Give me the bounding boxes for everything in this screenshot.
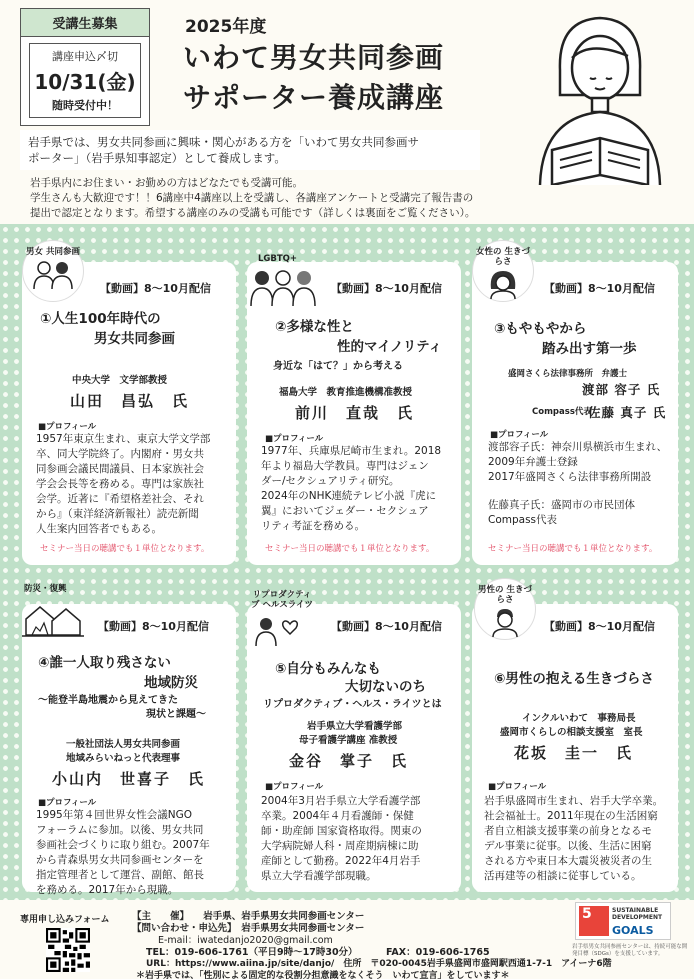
- course-title-line1: ④誰一人取り残さない: [38, 655, 171, 671]
- course-card-5: [247, 604, 461, 892]
- seminar-note: セミナー当日の聴講でも１単位となります。: [40, 544, 210, 554]
- reproductive-health-icon: [252, 614, 304, 646]
- course-title-line1: ③もやもやから: [494, 321, 587, 337]
- sdg-goal-number: 5: [579, 906, 609, 936]
- lecturer-profile: 1995年第４回世界女性会議NGO フォーラムに参加。以後、男女共同 参画社会づくりに取り組む。2007年 から青森県男女共同参画センターを 指定管理者として運営、副館、館長 を務める。2017年から現職。: [36, 809, 210, 896]
- lecturer-name: 渡部 容子 氏: [582, 382, 661, 397]
- profile-label: ■プロフィール: [38, 422, 97, 432]
- profile-label: ■プロフィール: [490, 430, 549, 440]
- delivery-label: 【動画】8～10月配信: [331, 282, 442, 295]
- lecturer-affiliation: 福島大学 教育推進機構准教授: [279, 387, 413, 398]
- profile-label: ■プロフィール: [265, 782, 324, 792]
- course-subtitle: リプロダクティブ・ヘルス・ライツとは: [263, 699, 442, 710]
- note-line: 岩手県内にお住まい・お勤めの方はどなたでも受講可能。: [30, 177, 303, 189]
- course-title-line2: 大切ないのち: [345, 679, 426, 695]
- qr-code-icon[interactable]: [46, 928, 90, 972]
- profile-label: ■プロフィール: [38, 798, 97, 808]
- disaster-house-icon: [22, 597, 84, 637]
- lecturer-name: 小山内 世喜子 氏: [52, 770, 206, 788]
- recruitment-badge: [20, 8, 150, 126]
- category-label: リプロダクティブ ヘルスライツ: [251, 590, 313, 610]
- page-title-line2: サポーター養成講座: [183, 81, 445, 114]
- lecturer-affiliation: 一般社団法人男女共同参画: [66, 739, 181, 750]
- lecturer-profile: 2004年3月岩手県立大学看護学部 卒業。2004年４月看護師・保健 師・助産師 国家資格取得。関東の 大学病院婦人科・周産期病棟に助 産師として勤務。2022年4月岩手 県立大学看護学部現職。: [261, 795, 422, 882]
- category-label: 女性の 生きづらさ: [476, 247, 530, 267]
- lecturer-profile: 佐藤真子氏：盛岡市の市民団体 Compass代表: [488, 499, 635, 526]
- note-line: 学生さんも大歓迎です！！6講座中4講座以上を受講し、各講座アンケートと受講完了報告書の: [30, 192, 474, 204]
- delivery-label: 【動画】8～10月配信: [331, 620, 442, 633]
- header: [0, 0, 694, 219]
- course-title-line1: ①人生100年時代の: [40, 311, 161, 327]
- rolling-acceptance: 随時受付中！: [52, 99, 118, 112]
- lecturer-affiliation: 盛岡市くらしの相談支援室 室長: [500, 727, 643, 738]
- profile-label: ■プロフィール: [488, 782, 547, 792]
- course-card-1: [22, 262, 236, 565]
- lecturer-profile: 岩手県盛岡市生まれ、岩手大学卒業。 社会福祉士。2011年現在の生活困窮 者自立相談支援事業の前身となるモ デル事業に従事。以後、生活に困窮 される方や東日本大震災被災者の生 活再建等の相談に従事している。: [484, 795, 664, 882]
- couple-icon: [30, 259, 76, 289]
- note-line: 提出で認定となります。希望する講座のみの受講も可能です（詳しくは裏面をご覧ください）。: [30, 207, 476, 219]
- sdg-goals: GOALS: [612, 924, 654, 937]
- category-label: 男女 共同参画: [26, 247, 80, 257]
- seminar-note: セミナー当日の聴講でも１単位となります。: [488, 544, 658, 554]
- lecturer-profile: 渡部容子氏：神奈川県横浜市生まれ、 2009年弁護士登録 2017年盛岡さくら法律事務所開設: [488, 441, 668, 483]
- year-label: 2025年度: [185, 17, 267, 37]
- lecturer-affiliation: 岩手県立大学看護学部: [307, 721, 403, 732]
- footer: [0, 900, 694, 979]
- delivery-label: 【動画】8～10月配信: [544, 282, 655, 295]
- course-title: ⑥男性の抱える生きづらさ: [494, 671, 654, 687]
- sdg-text: SUSTAINABLE DEVELOPMENT: [612, 907, 663, 921]
- fax: FAX：019-606-1765: [386, 947, 490, 958]
- sdg-note: 岩手県男女共同参画センターは、持続可能な開発目標（SDGs）を支援しています。: [572, 944, 688, 957]
- seminar-note: セミナー当日の聴講でも１単位となります。: [265, 544, 435, 554]
- category-label: LGBTQ+: [258, 254, 298, 264]
- lecturer-name: 花坂 圭一 氏: [514, 744, 634, 762]
- delivery-label: 【動画】8～10月配信: [544, 620, 655, 633]
- intro-text: [20, 130, 480, 170]
- eligibility-notes: [30, 176, 670, 221]
- course-card-6: [472, 604, 678, 892]
- lecturer-affiliation: Compass代表: [532, 407, 592, 417]
- lecturer-affiliation: インクルいわて 事務局長: [522, 713, 636, 724]
- category-label: 防災・復興: [24, 584, 67, 594]
- category-badge: [22, 240, 84, 302]
- profile-label: ■プロフィール: [265, 434, 324, 444]
- lecturer-name: 山田 昌弘 氏: [70, 392, 190, 410]
- reading-woman-illustration: [520, 0, 680, 185]
- category-badge: [474, 578, 536, 640]
- deadline-date: 10/31(金): [34, 70, 136, 94]
- deadline-label: 講座申込〆切: [52, 50, 118, 63]
- course-title-line2: 地域防災: [144, 675, 198, 691]
- lecturer-affiliation: 母子看護学講座 准教授: [299, 735, 398, 746]
- courses-section: [0, 224, 694, 900]
- contact: 【問い合わせ・申込先】 岩手県男女共同参画センター: [132, 923, 365, 934]
- sdgs-logo: [575, 902, 671, 940]
- course-card-3: [472, 262, 678, 565]
- man-icon: [485, 607, 525, 637]
- declaration: ＊岩手県では、「性別による固定的な役割分担意識をなくそう いわて宣言」をしています＊: [136, 971, 510, 979]
- badge-title: 受講生募集: [21, 9, 149, 37]
- woman-icon: [483, 269, 523, 299]
- lecturer-name: 金谷 掌子 氏: [289, 752, 409, 770]
- course-title-line2: 性的マイノリティ: [337, 339, 443, 355]
- course-title-line2: 男女共同参画: [94, 331, 175, 347]
- course-subtitle: 身近な「はて？」から考える: [273, 361, 403, 372]
- diverse-people-icon: [250, 266, 316, 306]
- intro-line: ポーター」（岩手県知事認定）として養成します。: [28, 151, 286, 165]
- course-subtitle: ～能登半島地震から見えてきた: [38, 695, 178, 706]
- lecturer-affiliation: 盛岡さくら法律事務所 弁護士: [508, 369, 628, 379]
- tel: TEL：019-606-1761（平日9時～17時30分）: [146, 947, 358, 958]
- lecturer-affiliation: 中央大学 文学部教授: [72, 375, 168, 386]
- lecturer-profile: 1977年、兵庫県尼崎市生まれ。2018 年より福島大学教員。専門はジェン ダー/セクシュアリティ研究。 2024年のNHK連続テレビ小説『虎に 翼』においてジェダー・セクシュア リティ考証を務める。: [261, 445, 442, 532]
- course-subtitle: 現状と課題～: [146, 709, 206, 720]
- delivery-label: 【動画】8～10月配信: [100, 282, 211, 295]
- course-title-line2: 踏み出す第一歩: [542, 341, 637, 357]
- page-title-line1: いわて男女共同参画: [183, 41, 445, 74]
- lecturer-name: 前川 直哉 氏: [295, 404, 415, 422]
- lecturer-profile: 1957年東京生まれ、東京大学文学部 卒、同大学院終了。内閣府・男女共 同参画会議民間議員、日本家族社会 学会会長等を務める。専門は家族社 会学。近著に『希望格差社会、それ から』（東洋経済新報社）読売新聞 人生案内回答者でもある。: [36, 433, 211, 535]
- email-link[interactable]: E-mail：iwatedanjo2020@gmail.com: [158, 935, 333, 946]
- course-card-4: [22, 604, 236, 896]
- category-label: 男性の 生きづらさ: [478, 585, 532, 605]
- category-badge: [472, 240, 534, 302]
- course-title-line1: ⑤自分もみんなも: [275, 661, 381, 677]
- url-address[interactable]: URL：https://www.aiina.jp/site/danjo/ 住所 〒020-0045岩手県盛岡市盛岡駅西通1-7-1 アイーナ6階: [146, 959, 612, 969]
- deadline-box: [29, 43, 141, 118]
- intro-line: 岩手県では、男女共同参画に興味・関心がある方を「いわて男女共同参画サ: [28, 135, 419, 149]
- delivery-label: 【動画】8～10月配信: [98, 620, 209, 633]
- course-title-line1: ②多様な性と: [275, 319, 354, 335]
- application-form-label: 専用申し込みフォーム: [20, 915, 110, 925]
- course-card-2: [247, 262, 461, 565]
- lecturer-affiliation: 地域みらいねっと代表理事: [66, 753, 181, 764]
- organizer: 【主 催】 岩手県、岩手県男女共同参画センター: [132, 911, 365, 922]
- lecturer-name: 佐藤 真子 氏: [588, 405, 667, 420]
